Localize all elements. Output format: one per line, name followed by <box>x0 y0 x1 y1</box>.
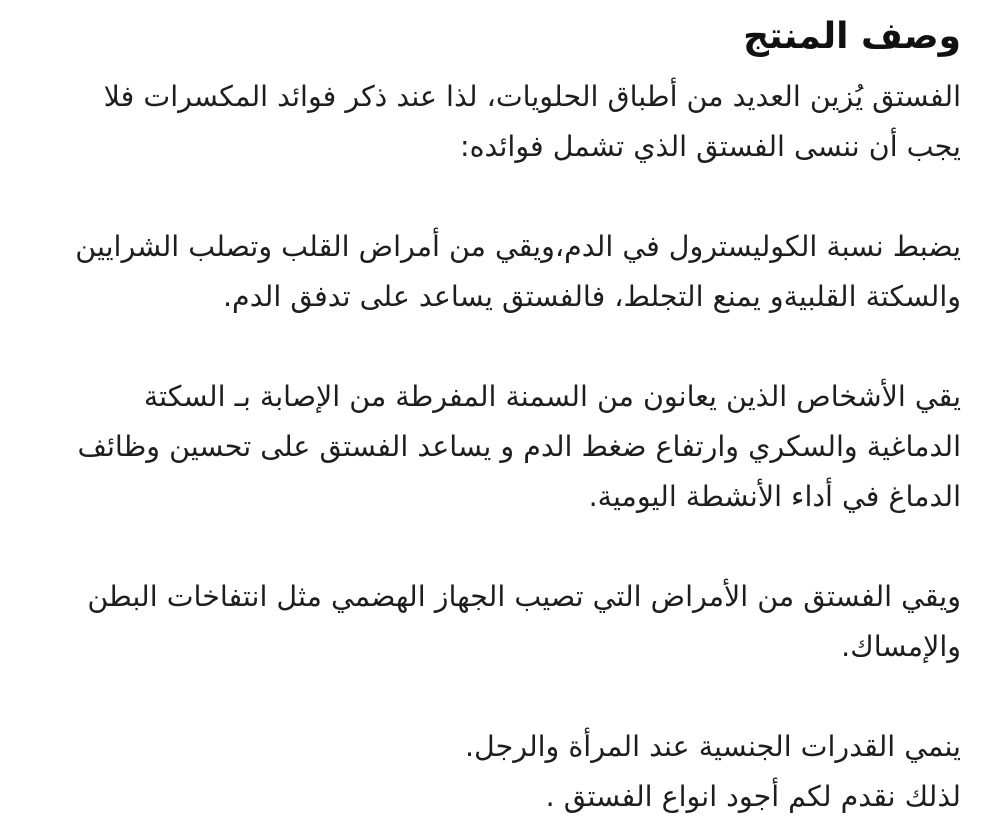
paragraph-line: يضبط نسبة الكوليسترول في الدم،ويقي من أمراض القلب وتصلب الشرايين <box>75 230 961 263</box>
paragraph-spacer <box>31 672 961 722</box>
closing-paragraph <box>31 722 961 822</box>
cholesterol-paragraph <box>31 222 961 322</box>
paragraph-line: والإمساك. <box>841 630 961 663</box>
paragraph-line: لذلك نقدم لكم أجود انواع الفستق . <box>545 780 961 813</box>
paragraph-line: يجب أن ننسى الفستق الذي تشمل فوائده: <box>459 130 961 163</box>
paragraph-line: الفستق يُزين العديد من أطباق الحلويات، لذا عند ذكر فوائد المكسرات فلا <box>103 80 961 113</box>
paragraph-line: الدماغية والسكري وارتفاع ضغط الدم و يساعد الفستق على تحسين وظائف <box>77 430 961 463</box>
intro-paragraph <box>31 72 961 172</box>
paragraph-line: ينمي القدرات الجنسية عند المرأة والرجل. <box>464 730 961 763</box>
paragraph-spacer <box>31 172 961 222</box>
paragraph-line: والسكتة القلبيةو يمنع التجلط، فالفستق يساعد على تدفق الدم. <box>223 280 961 313</box>
obesity-paragraph <box>31 372 961 522</box>
paragraph-line: الدماغ في أداء الأنشطة اليومية. <box>588 480 961 513</box>
paragraph-spacer <box>31 322 961 372</box>
section-title: وصف المنتج <box>743 16 961 57</box>
digestion-paragraph <box>31 572 961 672</box>
paragraph-line: ويقي الفستق من الأمراض التي تصيب الجهاز الهضمي مثل انتفاخات البطن <box>87 580 961 613</box>
product-description <box>31 8 961 822</box>
paragraph-spacer <box>31 522 961 572</box>
paragraph-line: يقي الأشخاص الذين يعانون من السمنة المفرطة من الإصابة بـ السكتة <box>143 380 961 413</box>
